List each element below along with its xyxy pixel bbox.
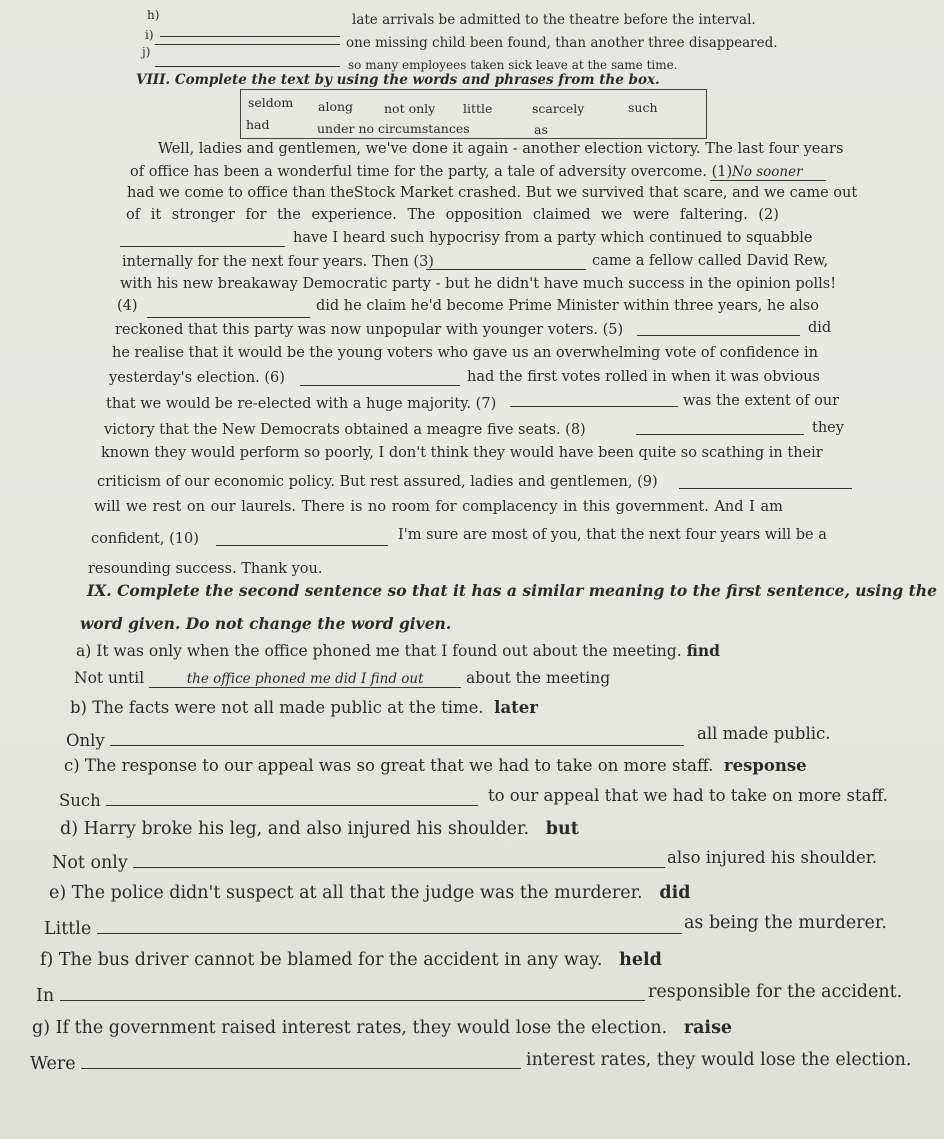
key-word: later <box>494 698 538 717</box>
blank-7 <box>510 392 678 411</box>
item-i-text: one missing child been found, than another three disappeared. <box>346 35 778 51</box>
key-word: did <box>659 883 691 903</box>
box-word: had <box>246 117 270 132</box>
blank-3 <box>426 255 586 274</box>
text-line: did he claim he'd become Prime Minister within three years, he also <box>316 298 819 314</box>
blank-6 <box>300 371 460 390</box>
box-word: seldom <box>248 95 294 110</box>
text-line: that we would be re-elected with a huge majority. (7) <box>106 396 497 412</box>
answer-a: the office phoned me did I find out <box>149 671 461 688</box>
blank-9 <box>679 474 852 493</box>
question-e: e) The police didn't suspect at all that the judge was the murderer. did <box>49 883 691 903</box>
answer-1: No sooner <box>710 164 826 181</box>
answer-end-e: as being the murderer. <box>684 913 887 933</box>
text-line: of it stronger for the experience. The opposition claimed we were faltering. (2) <box>126 207 779 223</box>
text-line: will we rest on our laurels. There is no room for complacency in this government. And I am <box>94 499 783 515</box>
box-word: not only <box>384 101 436 116</box>
box-word: under no circumstances <box>317 121 470 136</box>
text-line: Well, ladies and gentlemen, we've done it again - another election victory. The last four years <box>158 141 844 157</box>
answer-end-g: interest rates, they would lose the election. <box>526 1050 912 1070</box>
text-line: yesterday's election. (6) <box>109 370 285 386</box>
text-line: I'm sure are most of you, that the next four years will be a <box>398 527 827 543</box>
answer-end-f: responsible for the accident. <box>648 982 903 1002</box>
key-word: but <box>545 819 579 839</box>
blank-2 <box>120 232 285 251</box>
text-line: of office has been a wonderful time for the party, a tale of adversity overcome. (1) <box>130 164 733 180</box>
blank-5 <box>637 321 800 340</box>
answer-line-e: Little <box>44 919 682 939</box>
text-line: he realise that it would be the young voters who gave us an overwhelming vote of confidence in <box>112 345 818 361</box>
text-line: they <box>812 420 844 436</box>
item-i-blank <box>155 30 340 49</box>
item-j-text: so many employees taken sick leave at the same time. <box>348 58 678 72</box>
text-line: criticism of our economic policy. But rest assured, ladies and gentlemen, (9) <box>97 474 658 490</box>
item-j-label: j) <box>142 45 151 59</box>
text-line: confident, (10) <box>91 531 199 547</box>
answer-line-b: Only <box>66 731 684 750</box>
text-line: came a fellow called David Rew, <box>592 253 829 269</box>
answer-end-d: also injured his shoulder. <box>667 848 878 867</box>
box-word: as <box>534 122 548 137</box>
question-a: a) It was only when the office phoned me that I found out about the meeting. find <box>76 641 720 660</box>
answer-end-c: to our appeal that we had to take on more staff. <box>488 786 888 805</box>
text-line: was the extent of our <box>683 393 840 409</box>
question-c: c) The response to our appeal was so great that we had to take on more staff. response <box>64 756 807 775</box>
answer-line-g: Were <box>30 1054 521 1074</box>
answer-line-f: In <box>36 986 645 1006</box>
item-h-text: late arrivals be admitted to the theatre before the interval. <box>352 12 756 28</box>
question-b: b) The facts were not all made public at the time. later <box>70 698 538 717</box>
answer-line-a: Not until the office phoned me did I find out about the meeting <box>74 669 611 687</box>
item-j-blank <box>155 52 340 71</box>
key-word: held <box>619 950 662 970</box>
text-line: had the first votes rolled in when it was obvious <box>467 369 820 385</box>
box-word: scarcely <box>532 101 585 116</box>
text-line: resounding success. Thank you. <box>88 561 323 577</box>
blank-8 <box>636 420 804 439</box>
question-f: f) The bus driver cannot be blamed for the accident in any way. held <box>40 950 662 970</box>
text-line: with his new breakaway Democratic party - but he didn't have much success in the opinion polls! <box>120 276 837 292</box>
answer-end-b: all made public. <box>697 724 831 743</box>
question-g: g) If the government raised interest rates, they would lose the election. raise <box>32 1018 733 1038</box>
key-word: response <box>723 756 807 775</box>
box-word: little <box>463 101 493 116</box>
box-word: along <box>318 99 354 114</box>
blank-10 <box>216 531 388 550</box>
text-line: victory that the New Democrats obtained a meagre five seats. (8) <box>104 422 586 438</box>
section8-title: VIII. Complete the text by using the words and phrases from the box. <box>136 72 660 88</box>
section9-title-line2: word given. Do not change the word given. <box>80 614 452 633</box>
answer-line-c: Such <box>59 791 478 810</box>
text-line: have I heard such hypocrisy from a party which continued to squabble <box>293 230 813 246</box>
text-line: (4) <box>117 298 138 314</box>
text-line: had we come to office than theStock Market crashed. But we survived that scare, and we came out <box>127 185 858 201</box>
key-word: find <box>686 641 720 660</box>
text-line: known they would perform so poorly, I don't think they would have been quite so scathing in their <box>101 445 823 461</box>
blank-4 <box>147 303 310 322</box>
text-line: reckoned that this party was now unpopular with younger voters. (5) <box>115 322 624 338</box>
answer-line-d: Not only <box>52 853 665 873</box>
box-word: such <box>628 100 658 115</box>
key-word: raise <box>683 1018 733 1038</box>
text-line: internally for the next four years. Then (3) <box>122 254 434 270</box>
question-d: d) Harry broke his leg, and also injured his shoulder. but <box>60 819 579 839</box>
item-i-label: i) <box>145 28 154 42</box>
item-h-label: h) <box>147 8 160 22</box>
text-line: did <box>808 320 832 336</box>
section9-title-line1: IX. Complete the second sentence so that it has a similar meaning to the first sentence, using the <box>87 581 937 600</box>
